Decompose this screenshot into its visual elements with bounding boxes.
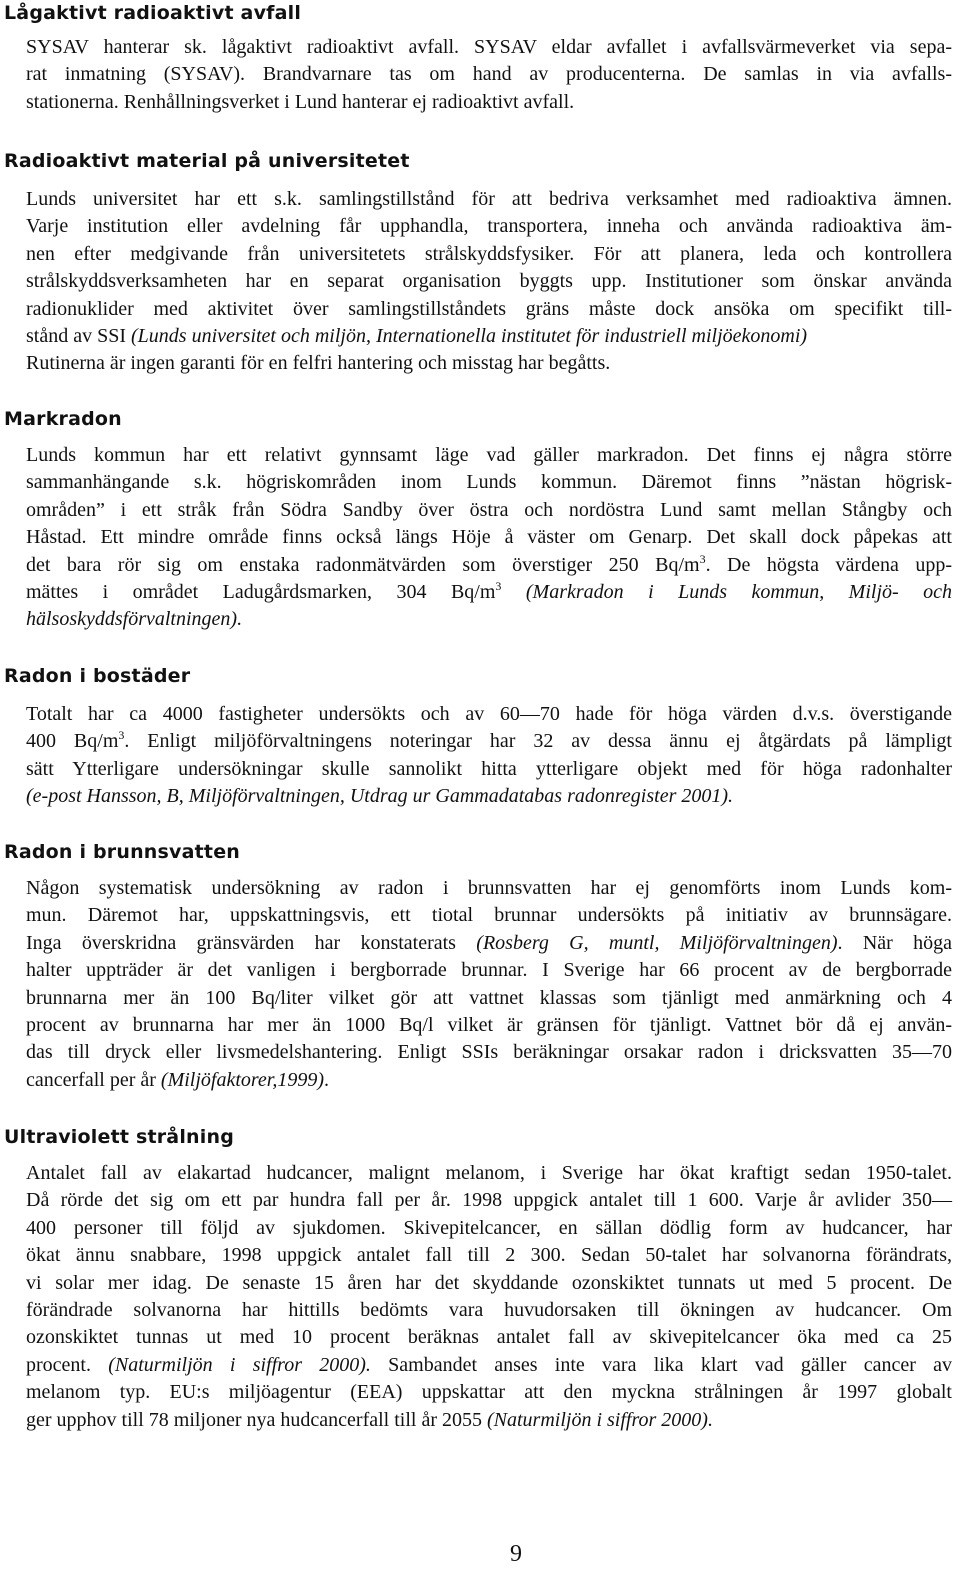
- paragraph-ultraviolett-stralning: Antalet fall av elakartad hudcancer, malignt melanom, i Sverige har ökat kraftigt sedan 1950-talet. Då rörde det sig om ett par hundra fall per år. 1998 uppgick antalet till 1 600. Varje år avlider 350— 400 personer till följd av sjukdomen. Skivepitelcancer, en sällan dödlig form av hudcancer, har ökat ännu snabbare, 1998 uppgick antalet fall till 2 300. Sedan 50-talet har solvanorna förändrats, vi solar mer idag. De senaste 15 åren har det skyddande ozonskiktet tunnats ut med 5 procent. De förändrade solvanorna har hittills bedömts vara huvudorsaken till ökningen av hudcancer. Om ozonskiktet tunnas ut med 10 procent beräknas antalet fall av skivepitelcancer öka med ca 25 procent. (Naturmiljön i siffror 2000). Sambandet anses inte vara lika klart vad gäller cancer av melanom typ. EU:s miljöagentur (EEA) uppskattar att den myckna strålningen år 1997 globalt ger upphov till 78 miljoner nya hudcancerfall till år 2055 (Naturmiljön i siffror 2000).: [26, 1162, 952, 1431]
- citation: (Naturmiljön i siffror 2000).: [487, 1408, 713, 1431]
- section-heading-radon-bostader: Radon i bostäder: [4, 665, 191, 687]
- section-heading-lagaktivt-avfall: Lågaktivt radioaktivt avfall: [4, 2, 302, 24]
- paragraph-radon-brunnsvatten: Någon systematisk undersökning av radon i brunnsvatten har ej genomförts inom Lunds kom- mun. Däremot har, uppskattningsvis, ett tiotal brunnar undersökts på initiativ av brunnsägare. Inga överskridna gränsvärden har konstaterats (Rosberg G, muntl, Miljöförvaltningen). När höga halter uppträder är det vanligen i bergborrade brunnar. I Sverige har 66 procent av de bergborrade brunnarna mer än 100 Bq/liter vilket gör att vattnet klassas som tjänligt med anmärkning och 4 procent av brunnarna har mer än 1000 Bq/l vilket är gränsen för tjänligt. Vattnet bör då ej använ- das till dryck eller livsmedelshantering. Enligt SSIs beräkningar orsakar radon i dricksvatten 35—70 cancerfall per år (Miljöfaktorer,1999).: [26, 877, 952, 1091]
- citation: (Lunds universitet och miljön, Internationella institutet för industriell miljöekonomi): [131, 325, 808, 348]
- paragraph-radioaktivt-material: Lunds universitet har ett s.k. samlingstillstånd för att bedriva verksamhet med radioaktiva ämnen. Varje institution eller avdelning får upphandla, transportera, inneha och använda radioaktiva äm- nen efter medgivande från universitetets strålskyddsfysiker. För att planera, leda och kontrollera strålskyddsverksamheten har en separat organisation byggts upp. Institutioner som önskar använda radionuklider med aktivitet över samlingstillståndets gräns måste dock ansöka om specifikt till- stånd av SSI (Lunds universitet och miljön, Internationella institutet för industriell miljöekonomi) Rutinerna är ingen garanti för en felfri hantering och misstag har begåtts.: [26, 188, 952, 375]
- page-number: 9: [510, 1541, 522, 1567]
- paragraph-lagaktivt-avfall: SYSAV hanterar sk. lågaktivt radioaktivt avfall. SYSAV eldar avfallet i avfallsvärmeverket via sepa- rat inmatning (SYSAV). Brandvarnare tas om hand av producenterna. De samlas in via avfalls- stationerna. Renhållningsverket i Lund hanterar ej radioaktivt avfall.: [26, 36, 952, 113]
- paragraph-radon-bostader: Totalt har ca 4000 fastigheter undersökts och av 60—70 hade för höga värden d.v.s. överstigande 400 $Bq/m^3$. Enligt miljöförvaltningens noteringar har 32 av dessa ännu ej åtgärdats på lämpligt sätt Ytterligare undersökningar skulle sannolikt hitta ytterligare objekt med för höga radonhalter (e-post Hansson, B, Miljöförvaltningen, Utdrag ur Gammadatabas radonregister 2001).: [26, 703, 952, 808]
- citation: (Naturmiljön i siffror 2000).: [108, 1353, 371, 1376]
- section-heading-markradon: Markradon: [4, 408, 122, 430]
- citation: (Markradon i Lunds kommun, Miljö- och: [525, 581, 953, 604]
- section-heading-radon-brunnsvatten: Radon i brunnsvatten: [4, 841, 241, 863]
- citation: (e-post Hansson, B, Miljöförvaltningen, Utdrag ur Gammadatabas radonregister 2001).: [26, 785, 734, 808]
- citation: (Miljöfaktorer,1999): [160, 1068, 325, 1091]
- section-heading-ultraviolett-stralning: Ultraviolett strålning: [4, 1126, 235, 1148]
- paragraph-markradon: Lunds kommun har ett relativt gynnsamt läge vad gäller markradon. Det finns ej några större sammanhängande s.k. högriskområden inom Lunds kommun. Däremot finns ”nästan högrisk- områden” i ett stråk från Södra Sandby över östra och nordöstra Lund samt mellan Stångby och Håstad. Ett mindre område finns också längs Höje å väster om Genarp. Det skall dock påpekas att det bara rör sig om enstaka radonmätvärden som överstiger 250 $Bq/m^3$. De högsta värdena upp- mättes i området Ladugårdsmarken, 304 $Bq/m^3$ (Markradon i Lunds kommun, Miljö- och hälsoskyddsförvaltningen).: [26, 444, 953, 631]
- citation: (Rosberg G, muntl, Miljöförvaltningen): [476, 931, 838, 954]
- citation: hälsoskyddsförvaltningen).: [26, 608, 243, 631]
- section-heading-radioaktivt-material: Radioaktivt material på universitetet: [4, 150, 410, 172]
